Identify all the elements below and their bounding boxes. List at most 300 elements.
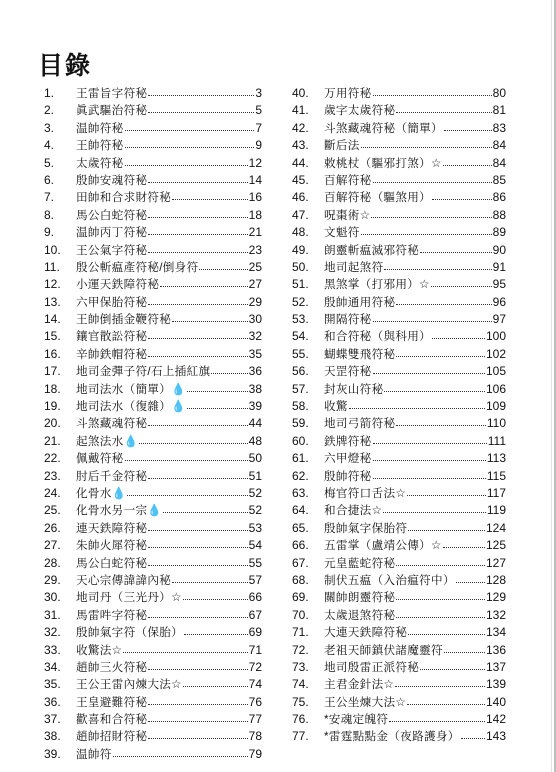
toc-entry[interactable]	[44, 607, 262, 624]
toc-entry[interactable]	[44, 207, 262, 224]
toc-entry-page: 110	[486, 416, 506, 431]
page-edge-line	[551, 0, 552, 772]
toc-entry-title: 佩戴符秘	[76, 452, 124, 466]
toc-entry-number: 68.	[292, 572, 309, 587]
dot-leader	[199, 258, 247, 270]
toc-entry-page: 52	[248, 503, 262, 518]
toc-entry-page: 125	[485, 538, 506, 553]
toc-entry[interactable]	[292, 172, 506, 189]
toc-entry-page: 105	[485, 364, 506, 379]
toc-entry-number: 27.	[44, 538, 61, 553]
dot-leader	[148, 345, 247, 357]
toc-entry-title: 朱帥火犀符秘	[76, 539, 148, 553]
dot-leader	[373, 432, 487, 444]
toc-entry-number: 47.	[292, 207, 309, 222]
toc-entry-title: 蝴蝶雙飛符秘	[324, 347, 396, 361]
toc-entry-title: 王公氣字符秘	[76, 243, 148, 257]
toc-entry[interactable]	[292, 259, 506, 276]
toc-entry-number: 61.	[292, 451, 309, 466]
toc-entry-title: 黑煞掌（打邪用）☆	[324, 278, 430, 292]
toc-entry-number: 51.	[292, 277, 309, 292]
toc-entry[interactable]	[292, 398, 506, 415]
toc-entry-number: 4.	[44, 138, 55, 153]
dot-leader	[373, 310, 492, 322]
toc-entry-title: 地司法水（復雜）💧	[76, 400, 186, 414]
dot-leader	[148, 658, 247, 670]
toc-entry-page: 69	[248, 625, 262, 640]
toc-entry-page: 106	[485, 381, 506, 396]
dot-leader	[384, 380, 484, 392]
toc-entry-number: 73.	[292, 659, 309, 674]
toc-entry-page: 76	[248, 694, 262, 709]
toc-entry[interactable]	[44, 624, 262, 641]
toc-entry-number: 54.	[292, 329, 309, 344]
toc-entry-page: 35	[248, 346, 262, 361]
toc-entry-title: 鑲官散訟符秘	[76, 330, 148, 344]
toc-entry-title: 連天鉄障符秘	[76, 521, 148, 535]
toc-entry[interactable]	[44, 433, 262, 450]
toc-entry-number: 17.	[44, 364, 61, 379]
dot-leader	[420, 658, 485, 670]
toc-entry-title: 馬公白蛇符秘	[76, 556, 148, 570]
toc-entry-page: 9	[255, 138, 262, 153]
toc-entry[interactable]	[292, 450, 506, 467]
toc-entry[interactable]	[44, 659, 262, 676]
dot-leader	[389, 710, 485, 722]
toc-entry-page: 83	[492, 120, 506, 135]
dot-leader	[113, 745, 248, 757]
toc-entry-number: 5.	[44, 155, 55, 170]
toc-entry-page: 53	[248, 520, 262, 535]
toc-entry-page: 119	[486, 503, 506, 518]
toc-entry-number: 77.	[292, 729, 309, 744]
toc-entry-number: 7.	[44, 190, 55, 205]
dot-leader	[148, 554, 247, 566]
toc-entry-number: 34.	[44, 659, 61, 674]
toc-entry-page: 21	[248, 225, 262, 240]
toc-entry-number: 40.	[292, 86, 309, 100]
toc-entry-page: 16	[248, 190, 262, 205]
toc-entry-page: 86	[492, 190, 506, 205]
toc-entry[interactable]	[44, 676, 262, 693]
toc-entry-page: 109	[485, 399, 506, 414]
dot-leader	[125, 136, 255, 148]
toc-entry-page: 128	[485, 572, 506, 587]
dot-leader	[408, 623, 485, 635]
toc-entry[interactable]	[44, 450, 262, 467]
dot-leader	[361, 136, 492, 148]
dot-leader	[456, 571, 485, 583]
toc-entry[interactable]	[292, 468, 506, 485]
toc-entry-page: 117	[486, 485, 506, 500]
toc-entry-title: 敕桃杖（驅邪打煞）☆	[324, 156, 442, 170]
toc-entry-number: 8.	[44, 207, 55, 222]
toc-entry[interactable]	[44, 642, 262, 659]
dot-leader	[125, 154, 248, 166]
page-title: 目錄	[38, 51, 93, 80]
toc-entry[interactable]	[292, 294, 506, 311]
dot-leader	[396, 554, 485, 566]
dot-leader	[148, 519, 247, 531]
toc-entry-title: *雷霆點點金（夜路護身）	[324, 730, 460, 744]
toc-entry[interactable]	[44, 137, 262, 154]
toc-entry-page: 52	[248, 485, 262, 500]
toc-entry-title: 王公王雷內煉大法☆	[76, 678, 182, 692]
toc-entry-number: 75.	[292, 694, 309, 709]
dot-leader	[148, 293, 247, 305]
toc-entry[interactable]	[44, 172, 262, 189]
toc-entry-title: 歲字太歲符秘	[324, 104, 396, 118]
toc-entry-number: 21.	[44, 433, 61, 448]
toc-entry[interactable]	[44, 537, 262, 554]
toc-entry-page: 132	[485, 607, 506, 622]
toc-entry-number: 52.	[292, 294, 309, 309]
toc-entry-number: 22.	[44, 451, 61, 466]
toc-entry-page: 25	[248, 259, 262, 274]
toc-entry[interactable]	[44, 555, 262, 572]
dot-leader	[431, 275, 492, 287]
dot-leader	[187, 380, 248, 392]
toc-entry-page: 129	[485, 590, 506, 605]
toc-entry-title: 斷后法	[324, 139, 360, 153]
toc-entry-number: 59.	[292, 416, 309, 431]
dot-leader	[187, 397, 248, 409]
toc-entry-page: 136	[485, 642, 506, 657]
dot-leader	[407, 484, 486, 496]
toc-entry[interactable]	[292, 485, 506, 502]
dot-leader	[408, 519, 485, 531]
toc-entry[interactable]	[292, 694, 506, 711]
dot-leader	[395, 675, 485, 687]
dot-leader	[148, 536, 247, 548]
toc-entry-number: 23.	[44, 468, 61, 483]
toc-entry[interactable]	[292, 676, 506, 693]
toc-entry[interactable]	[44, 502, 262, 519]
toc-entry-title: 馬公白蛇符秘	[76, 208, 148, 222]
dot-leader	[383, 501, 486, 513]
toc-entry-page: 102	[485, 346, 506, 361]
toc-entry[interactable]	[292, 102, 506, 119]
toc-entry-number: 20.	[44, 416, 61, 431]
toc-entry-title: 温帥符秘	[76, 121, 124, 135]
toc-entry-title: 六甲保胎符秘	[76, 295, 148, 309]
toc-entry[interactable]	[44, 276, 262, 293]
toc-entry-page: 78	[248, 729, 262, 744]
toc-entry[interactable]	[44, 102, 262, 119]
dot-leader	[148, 84, 254, 96]
toc-entry-page: 23	[248, 242, 262, 257]
dot-leader	[160, 275, 247, 287]
toc-entry-page: 54	[248, 538, 262, 553]
toc-entry-title: 制伏五瘟（入治瘟符中）	[324, 573, 455, 587]
toc-entry[interactable]	[292, 276, 506, 293]
dot-leader	[396, 606, 485, 618]
toc-entry[interactable]	[44, 346, 262, 363]
dot-leader	[125, 449, 248, 461]
toc-entry[interactable]	[44, 468, 262, 485]
toc-entry[interactable]	[292, 520, 506, 537]
toc-entry-title: 起煞法水💧	[76, 434, 139, 448]
toc-entry-page: 97	[492, 312, 506, 327]
toc-entry-title: 地司法水（簡單）💧	[76, 382, 186, 396]
toc-entry-title: 趙帥招財符秘	[76, 730, 148, 744]
toc-entry[interactable]	[292, 346, 506, 363]
toc-entry[interactable]	[292, 711, 506, 728]
toc-entry[interactable]	[44, 363, 262, 380]
toc-entry[interactable]	[292, 381, 506, 398]
toc-entry-number: 72.	[292, 642, 309, 657]
toc-entry-page: 90	[492, 242, 506, 257]
toc-entry-title: 梅官符口舌法☆	[324, 486, 407, 500]
toc-entry-number: 38.	[44, 729, 61, 744]
toc-entry-page: 71	[248, 642, 262, 657]
toc-entry[interactable]	[292, 728, 506, 745]
dot-leader	[371, 206, 491, 218]
toc-entry-page: 44	[248, 416, 262, 431]
toc-entry[interactable]	[292, 659, 506, 676]
toc-entry[interactable]	[44, 85, 262, 102]
toc-entry-number: 1.	[44, 86, 55, 100]
dot-leader	[396, 345, 485, 357]
toc-entry-number: 74.	[292, 677, 309, 692]
toc-entry-title: 鉄牌符秘	[324, 434, 372, 448]
dot-leader	[444, 641, 485, 653]
toc-entry[interactable]	[292, 572, 506, 589]
toc-entry[interactable]	[44, 189, 262, 206]
toc-entry-title: 王帥符秘	[76, 139, 124, 153]
toc-entry-number: 25.	[44, 503, 61, 518]
toc-entry[interactable]	[292, 85, 506, 102]
toc-entry-page: 3	[255, 86, 262, 100]
toc-entry[interactable]	[292, 433, 506, 450]
toc-entry-number: 70.	[292, 607, 309, 622]
toc-entry-page: 51	[248, 468, 262, 483]
toc-entry-number: 43.	[292, 138, 309, 153]
toc-entry-title: 殷帥通用符秘	[324, 295, 396, 309]
toc-entry-page: 30	[248, 312, 262, 327]
toc-entry[interactable]	[44, 242, 262, 259]
toc-entry[interactable]	[44, 398, 262, 415]
toc-entry-title: 温帥丙丁符秘	[76, 226, 148, 240]
toc-entry-number: 28.	[44, 555, 61, 570]
toc-entry-title: 關帥朗靈符秘	[324, 591, 396, 605]
toc-entry-number: 33.	[44, 642, 61, 657]
toc-entry-title: 和合捷法☆	[324, 504, 383, 518]
toc-entry-number: 60.	[292, 433, 309, 448]
toc-entry-title: 封灰山符秘	[324, 382, 384, 396]
toc-entry[interactable]	[44, 520, 262, 537]
toc-entry-title: 呪棗術☆	[324, 208, 371, 222]
toc-entry-number: 2.	[44, 103, 55, 118]
dot-leader	[373, 171, 492, 183]
toc-entry-page: 72	[248, 659, 262, 674]
toc-entry-page: 96	[492, 294, 506, 309]
dot-leader	[373, 84, 492, 96]
toc-entry-page: 113	[486, 451, 506, 466]
dot-leader	[148, 241, 247, 253]
toc-entry-number: 11.	[44, 259, 60, 274]
toc-entry[interactable]	[44, 485, 262, 502]
toc-entry-page: 89	[492, 225, 506, 240]
toc-entry-title: 眞武驅治符秘	[76, 104, 148, 118]
dot-leader	[373, 467, 486, 479]
dot-leader	[443, 536, 485, 548]
dot-leader	[184, 623, 248, 635]
toc-entry-number: 44.	[292, 155, 309, 170]
dot-leader	[123, 641, 247, 653]
toc-entry-title: 田帥和合求財符秘	[76, 191, 172, 205]
toc-entry-title: 馬雷吽字符秘	[76, 608, 148, 622]
dot-leader	[384, 258, 491, 270]
toc-entry[interactable]	[292, 555, 506, 572]
toc-entry-title: 温帥符	[76, 747, 112, 761]
toc-entry-title: 收驚	[324, 400, 348, 414]
toc-entry[interactable]	[292, 189, 506, 206]
toc-entry-number: 49.	[292, 242, 309, 257]
toc-entry-page: 84	[492, 155, 506, 170]
toc-entry-number: 32.	[44, 625, 61, 640]
toc-entry-page: 88	[492, 207, 506, 222]
toc-entry[interactable]	[292, 207, 506, 224]
toc-entry-number: 30.	[44, 590, 61, 605]
toc-entry-page: 29	[248, 294, 262, 309]
dot-leader	[148, 206, 247, 218]
toc-entry-page: 124	[485, 520, 506, 535]
toc-entry[interactable]	[292, 224, 506, 241]
toc-entry[interactable]	[44, 415, 262, 432]
dot-leader	[183, 675, 248, 687]
toc-entry[interactable]	[292, 328, 506, 345]
dot-leader	[432, 188, 492, 200]
toc-entry-page: 7	[255, 120, 262, 135]
dot-leader	[211, 362, 247, 374]
toc-entry[interactable]	[44, 120, 262, 137]
toc-entry-page: 139	[485, 677, 506, 692]
toc-entry[interactable]	[44, 694, 262, 711]
toc-entry-title: 趙帥三火符秘	[76, 660, 148, 674]
toc-entry-title: 斗煞藏魂符秘（簡單）	[324, 121, 443, 135]
dot-leader	[163, 501, 248, 513]
toc-entry[interactable]	[44, 572, 262, 589]
toc-entry-title: 殷帥安魂符秘	[76, 173, 148, 187]
toc-entry-page: 134	[485, 625, 506, 640]
toc-entry-title: 地司弓箭符秘	[324, 417, 396, 431]
toc-entry-number: 58.	[292, 399, 309, 414]
toc-entry-page: 140	[485, 694, 506, 709]
toc-entry-page: 32	[248, 329, 262, 344]
toc-entry[interactable]	[44, 589, 262, 606]
dot-leader	[444, 119, 492, 131]
toc-entry-page: 67	[248, 607, 262, 622]
dot-leader	[349, 397, 485, 409]
toc-entry-page: 84	[492, 138, 506, 153]
toc-entry-page: 115	[486, 468, 506, 483]
toc-entry[interactable]	[44, 381, 262, 398]
toc-entry[interactable]	[292, 642, 506, 659]
toc-entry[interactable]	[292, 502, 506, 519]
toc-entry-title: 辛帥鉄帽符秘	[76, 347, 148, 361]
toc-entry[interactable]	[44, 224, 262, 241]
toc-entry-title: 文魁符	[324, 226, 360, 240]
dot-leader	[139, 432, 247, 444]
toc-entry-page: 27	[248, 277, 262, 292]
toc-entry-page: 111	[487, 433, 506, 448]
toc-entry-number: 26.	[44, 520, 61, 535]
toc-entry[interactable]	[44, 155, 262, 172]
toc-entry-number: 50.	[292, 259, 309, 274]
toc-entry-page: 50	[248, 451, 262, 466]
toc-entry-number: 3.	[44, 120, 55, 135]
toc-entry-title: 元皇藍蛇符秘	[324, 556, 396, 570]
toc-column-left	[44, 85, 262, 763]
toc-entry-title: 收驚法☆	[76, 643, 123, 657]
toc-entry[interactable]	[292, 415, 506, 432]
toc-entry[interactable]	[292, 624, 506, 641]
toc-entry[interactable]	[292, 120, 506, 137]
toc-entry[interactable]	[292, 242, 506, 259]
dot-leader	[148, 693, 247, 705]
toc-entry-number: 55.	[292, 346, 309, 361]
toc-entry-title: 殷公斬瘟產符秘/倒身符	[76, 260, 199, 274]
toc-entry-page: 77	[248, 712, 262, 727]
toc-entry[interactable]	[292, 363, 506, 380]
dot-leader	[148, 327, 247, 339]
toc-entry-title: 天心宗傳諱諱內秘	[76, 573, 172, 587]
toc-entry[interactable]	[44, 728, 262, 745]
toc-entry-number: 36.	[44, 694, 61, 709]
toc-entry[interactable]	[44, 259, 262, 276]
toc-entry[interactable]	[44, 311, 262, 328]
toc-entry-number: 29.	[44, 572, 61, 587]
toc-entry[interactable]	[292, 537, 506, 554]
toc-entry[interactable]	[292, 137, 506, 154]
toc-entry-number: 57.	[292, 381, 309, 396]
toc-entry-title: 和合符秘（與科用）	[324, 330, 432, 344]
dot-leader	[407, 693, 485, 705]
toc-entry-title: 主君金針法☆	[324, 678, 395, 692]
toc-entry-title: 太歲退煞符秘	[324, 608, 396, 622]
toc-entry[interactable]	[292, 155, 506, 172]
toc-entry[interactable]	[44, 711, 262, 728]
toc-entry-number: 66.	[292, 538, 309, 553]
toc-entry-title: 老祖天師鎮伏諸魔靈符	[324, 643, 443, 657]
toc-entry-number: 14.	[44, 312, 61, 327]
dot-leader	[172, 188, 247, 200]
toc-entry[interactable]	[44, 328, 262, 345]
toc-entry[interactable]	[292, 311, 506, 328]
toc-entry-page: 80	[492, 86, 506, 100]
dot-leader	[373, 449, 486, 461]
toc-entry-number: 67.	[292, 555, 309, 570]
toc-entry-number: 41.	[292, 103, 309, 118]
toc-entry-page: 127	[485, 555, 506, 570]
toc-entry-title: 地司起煞符	[324, 260, 384, 274]
toc-entry-number: 76.	[292, 712, 309, 727]
toc-entry-number: 48.	[292, 225, 309, 240]
toc-entry-number: 31.	[44, 607, 61, 622]
toc-entry[interactable]	[44, 746, 262, 763]
toc-entry-page: 5	[255, 103, 262, 118]
toc-entry-title: 地司殷雷正派符秘	[324, 660, 420, 674]
toc-entry[interactable]	[292, 607, 506, 624]
toc-entry[interactable]	[44, 294, 262, 311]
toc-entry-number: 13.	[44, 294, 61, 309]
toc-entry-number: 63.	[292, 485, 309, 500]
toc-entry-number: 56.	[292, 364, 309, 379]
dot-leader	[361, 223, 492, 235]
toc-entry-title: 歡喜和合符秘	[76, 713, 148, 727]
toc-entry[interactable]	[292, 589, 506, 606]
